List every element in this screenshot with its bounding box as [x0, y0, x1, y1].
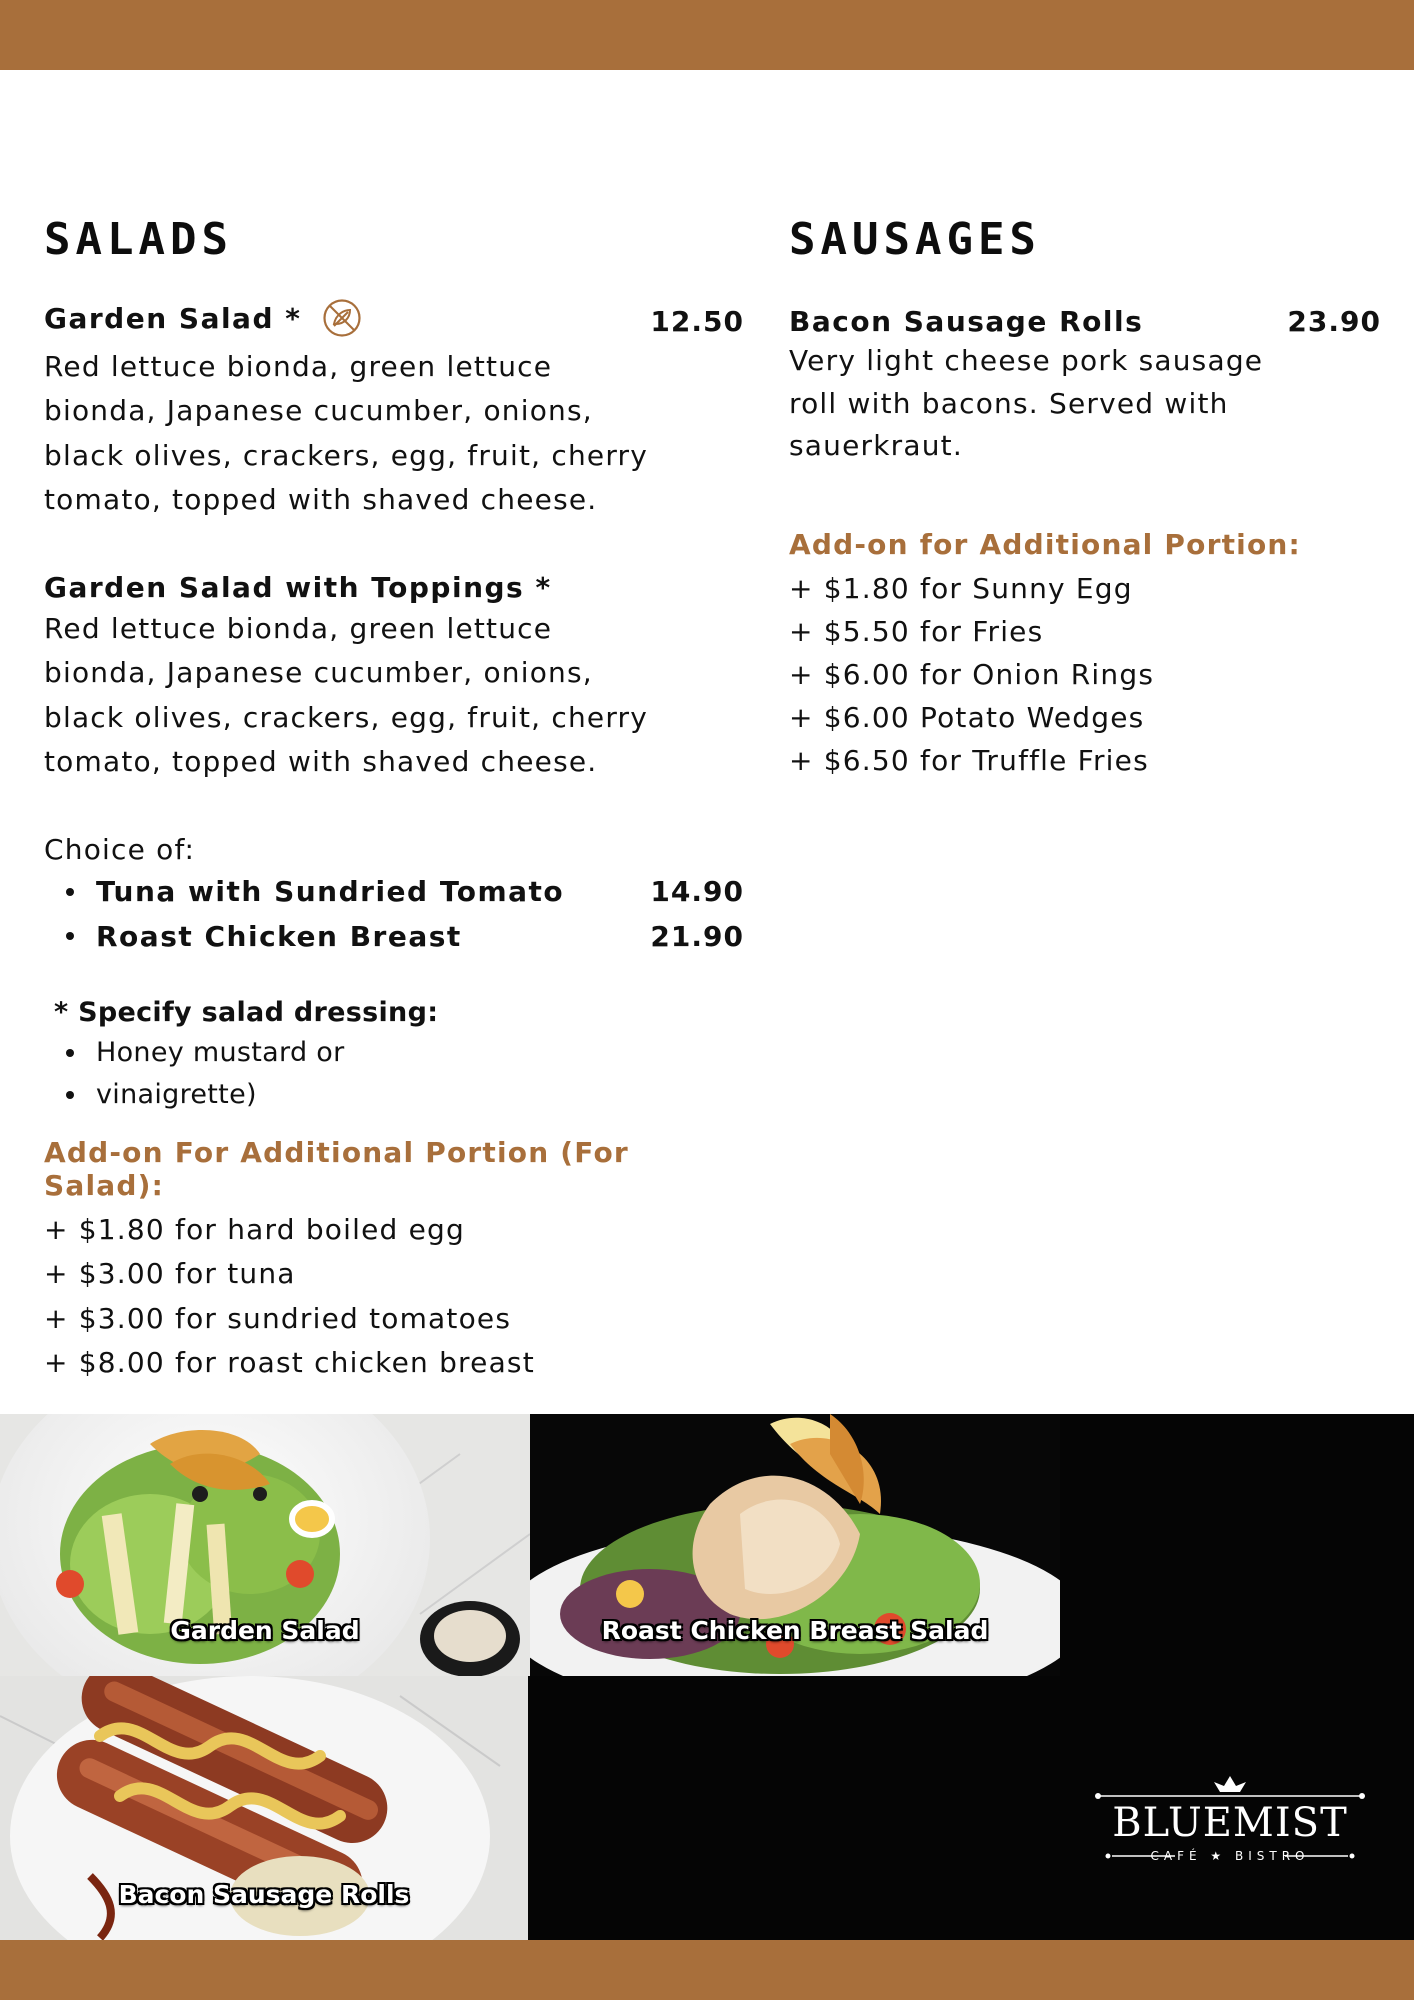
bacon-sausage-rolls-photo — [0, 1676, 528, 1940]
bacon-rolls-item — [789, 305, 1381, 338]
dressing-item: Honey mustard or — [44, 1032, 744, 1074]
choice-name: Roast Chicken Breast — [96, 919, 462, 953]
dressing-title: * Specify salad dressing: — [54, 996, 439, 1028]
sausages-heading: SAUSAGES — [789, 214, 1041, 265]
dressing-item: vinaigrette) — [44, 1074, 744, 1116]
choice-list — [44, 870, 744, 959]
garden-salad-toppings-description: Red lettuce bionda, green lettuce bionda, Japanese cucumber, onions, black olives, crackers, egg, fruit, cherry tomato, topped with shaved cheese. — [44, 611, 649, 778]
choice-name: Tuna with Sundried Tomato — [96, 875, 565, 909]
photo-caption: Roast Chicken Breast Salad — [601, 1616, 989, 1645]
sausage-addon-list — [789, 567, 1381, 782]
bacon-rolls-price: 23.90 — [1287, 305, 1381, 338]
addon-item: + $6.50 for Truffle Fries — [789, 743, 1149, 777]
bacon-rolls-description: Very light cheese pork sausage roll with bacons. Served with sauerkraut. — [789, 344, 1264, 462]
choice-label: Choice of: — [44, 832, 196, 866]
garden-salad-photo — [0, 1414, 530, 1676]
bacon-rolls-name: Bacon Sausage Rolls — [789, 305, 1144, 338]
addon-item: + $6.00 Potato Wedges — [789, 700, 1145, 734]
addon-item: + $6.00 for Onion Rings — [789, 657, 1155, 691]
sausage-addon-title: Add-on for Additional Portion: — [789, 527, 1301, 561]
top-accent-band — [0, 0, 1414, 70]
addon-item: + $3.00 for tuna — [44, 1257, 296, 1290]
logo-word: BLUEMIST — [1112, 1800, 1348, 1846]
choice-price: 14.90 — [650, 875, 744, 909]
sausages-section — [789, 305, 1381, 782]
garden-salad-toppings-item — [44, 571, 744, 604]
bluemist-logo — [1090, 1772, 1370, 1872]
choice-item — [44, 914, 744, 959]
garden-salad-price: 12.50 — [650, 305, 744, 339]
photo-caption: Garden Salad — [170, 1616, 360, 1645]
salads-heading: SALADS — [44, 214, 233, 265]
salads-section — [44, 302, 744, 1386]
dressing-list — [44, 1032, 744, 1116]
salad-addon-title: Add-on For Additional Portion (For Salad): — [44, 1135, 629, 1202]
bullet-icon — [66, 932, 74, 940]
salad-addon-list — [44, 1208, 744, 1386]
addon-item: + $5.50 for Fries — [789, 614, 1044, 648]
bullet-icon — [66, 1091, 74, 1099]
addon-item: + $1.80 for Sunny Egg — [789, 571, 1133, 605]
choice-item — [44, 870, 744, 915]
garden-salad-name: Garden Salad * — [44, 302, 302, 335]
addon-item: + $3.00 for sundried tomatoes — [44, 1301, 512, 1335]
garden-salad-description: Red lettuce bionda, green lettuce bionda, Japanese cucumber, onions, black olives, crackers, egg, fruit, cherry tomato, topped with shaved cheese. — [44, 349, 649, 516]
bullet-icon — [66, 1049, 74, 1057]
logo-tagline: CAFÉ ★ BISTRO — [1150, 1849, 1310, 1863]
addon-item: + $1.80 for hard boiled egg — [44, 1212, 465, 1246]
vegetarian-badge-icon — [322, 298, 362, 342]
bullet-icon — [66, 888, 74, 896]
garden-salad-toppings-name: Garden Salad with Toppings * — [44, 570, 552, 604]
bottom-accent-band — [0, 1940, 1414, 2000]
roast-chicken-salad-photo — [530, 1414, 1060, 1676]
choice-price: 21.90 — [650, 919, 744, 953]
garden-salad-item — [44, 302, 744, 342]
addon-item: + $8.00 for roast chicken breast — [44, 1346, 535, 1379]
photo-caption: Bacon Sausage Rolls — [118, 1880, 410, 1909]
